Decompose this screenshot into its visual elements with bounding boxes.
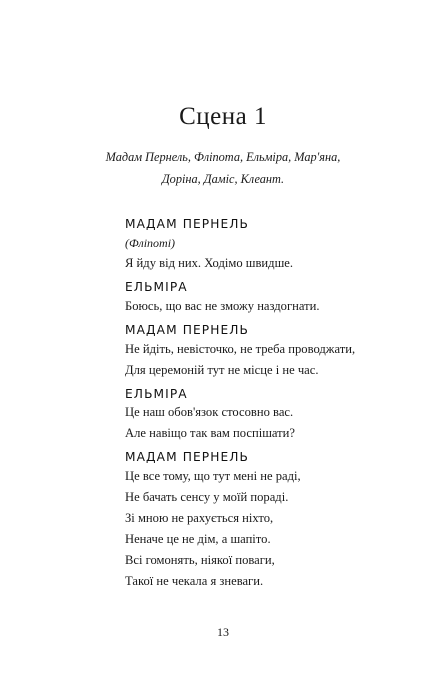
dialogue-line: Це наш обов'язок стосовно вас.	[125, 405, 294, 419]
dialogue-line: Але навіщо так вам поспішати?	[125, 426, 296, 440]
dialogue-line: Не бачать сенсу у моїй пораді.	[125, 490, 289, 504]
cast-list-line-1: Мадам Пернель, Фліпота, Ельміра, Мар'яна,	[105, 150, 341, 164]
speaker-name: МАДАМ ПЕРНЕЛЬ	[125, 217, 250, 231]
speaker-name: МАДАМ ПЕРНЕЛЬ	[125, 323, 250, 337]
speaker-name: ЕЛЬМІРА	[125, 280, 188, 294]
page-number: 13	[217, 625, 229, 639]
dialogue-line: Боюсь, що вас не зможу наздогнати.	[125, 299, 320, 313]
speaker-name: МАДАМ ПЕРНЕЛЬ	[125, 450, 250, 464]
scene-title: Сцена 1	[179, 103, 267, 130]
dialogue-line: Я йду від них. Ходімо швидше.	[125, 256, 293, 270]
dialogue-line: Не йдіть, невісточко, не треба проводжати,	[125, 342, 356, 356]
dialogue-line: Такої не чекала я зневаги.	[125, 574, 264, 588]
speaker-name: ЕЛЬМІРА	[125, 387, 188, 401]
stage-direction: (Фліпоті)	[125, 236, 176, 250]
dialogue-line: Це все тому, що тут мені не раді,	[125, 469, 301, 483]
dialogue-line: Неначе це не дім, а шапіто.	[125, 532, 271, 546]
dialogue-line: Для церемоній тут не місце і не час.	[125, 363, 319, 377]
dialogue-line: Зі мною не рахується ніхто,	[125, 511, 274, 525]
cast-list-line-2: Доріна, Даміс, Клеант.	[161, 172, 285, 186]
dialogue-line: Всі гомонять, ніякої поваги,	[125, 553, 275, 567]
